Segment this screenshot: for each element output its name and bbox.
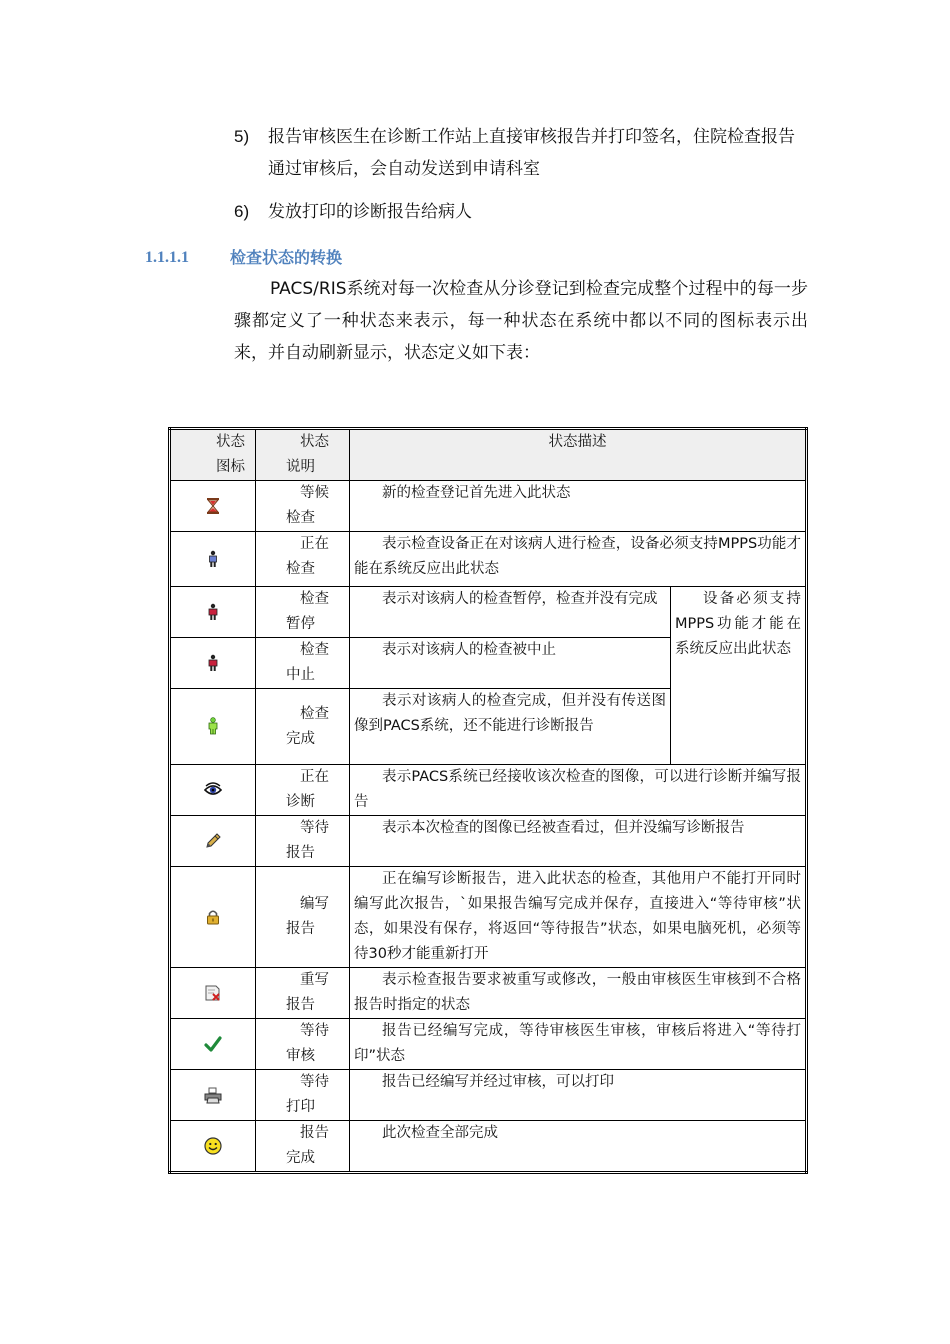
desc-cell: 此次检查全部完成 [350,1121,807,1173]
rewrite-icon [204,984,222,1002]
name-l1: 重写 [300,972,329,988]
icon-cell [170,532,256,587]
desc-cell: 表示对该病人的检查暂停，检查并没有完成 [350,587,671,638]
table-row [170,816,807,867]
icon-cell [170,638,256,689]
eye-icon [204,781,222,799]
name-l2: 完成 [286,730,315,747]
name-cell [256,867,350,968]
desc-cell: 新的检查登记首先进入此状态 [350,481,807,532]
desc-cell: 表示对该病人的检查被中止 [350,638,671,689]
icon-cell [170,1019,256,1070]
name-cell [256,689,350,765]
table-header-row [170,429,807,481]
name-l2: 报告 [286,845,315,861]
desc-cell: 表示检查设备正在对该病人进行检查，设备必须支持MPPS功能才能在系统反应出此状态 [350,532,807,587]
desc-cell: 表示本次检查的图像已经被查看过，但并没编写诊断报告 [350,816,807,867]
icon-cell [170,481,256,532]
name-l1: 报告 [300,1125,329,1141]
table-row [170,867,807,968]
table-row [170,1070,807,1121]
icon-cell [170,765,256,816]
table-row [170,765,807,816]
table-row [170,532,807,587]
icon-cell [170,1070,256,1121]
printer-icon [204,1086,222,1104]
name-l1: 等待 [300,820,329,836]
name-l1: 正在 [300,536,329,552]
name-cell [256,587,350,638]
table-row [170,1019,807,1070]
list-number: 6) [234,202,250,221]
list-text: 发放打印的诊断报告给病人 [268,202,472,222]
header-icon-cell [170,429,256,481]
name-l2: 完成 [286,1150,315,1166]
icon-cell [170,587,256,638]
name-cell [256,638,350,689]
person-blue-icon [204,550,222,568]
icon-cell [170,867,256,968]
name-l1: 等候 [300,485,329,501]
person-red-icon [204,654,222,672]
icon-cell [170,816,256,867]
table-row [170,587,807,638]
name-l1: 正在 [300,769,329,785]
name-l1: 检查 [300,591,329,607]
desc-cell: 表示PACS系统已经接收该次检查的图像，可以进行诊断并编写报告 [350,765,807,816]
smiley-icon [204,1137,222,1155]
header-icon-l2: 图标 [216,459,245,475]
icon-cell [170,968,256,1019]
list-number: 5) [234,127,250,146]
header-name-l2: 说明 [286,459,315,475]
list-text: 报告审核医生在诊断工作站上直接审核报告并打印签名，住院检查报告通过审核后，会自动发送到申请科室 [268,127,795,179]
header-name-l1: 状态 [300,434,329,450]
person-green-icon [204,717,222,735]
icon-cell [170,689,256,765]
icon-cell [170,1121,256,1173]
name-cell [256,1070,350,1121]
header-name-cell [256,429,350,481]
table-row [170,1121,807,1173]
header-icon-l1: 状态 [216,434,245,450]
status-table [168,427,808,1174]
name-l1: 编写 [300,896,329,912]
desc-cell: 表示对该病人的检查完成，但并没有传送图像到PACS系统，还不能进行诊断报告 [350,689,671,765]
name-cell [256,532,350,587]
heading-number: 1.1.1.1 [145,249,189,266]
person-red-icon [204,603,222,621]
table-row [170,968,807,1019]
name-cell [256,1019,350,1070]
name-l2: 审核 [286,1048,315,1064]
hourglass-icon [204,497,222,515]
name-l2: 检查 [286,510,315,526]
desc-cell: 报告已经编写完成，等待审核医生审核，审核后将进入“等待打印”状态 [350,1019,807,1070]
name-l1: 等待 [300,1074,329,1090]
name-l2: 报告 [286,921,315,937]
name-cell [256,968,350,1019]
desc-cell: 正在编写诊断报告，进入此状态的检查，其他用户不能打开同时编写此次报告，`如果报告编写完成并保存，直接进入“等待审核”状态，如果没有保存，将返回“等待报告”状态，如果电脑死机，必须等待30秒才能重新打开 [350,867,807,968]
name-cell [256,481,350,532]
desc-cell: 报告已经编写并经过审核，可以打印 [350,1070,807,1121]
name-cell [256,765,350,816]
name-l2: 报告 [286,997,315,1013]
name-l2: 打印 [286,1099,315,1115]
name-l1: 检查 [300,642,329,658]
table-row [170,481,807,532]
header-desc-cell: 状态描述 [350,429,807,481]
checkmark-icon [204,1035,222,1053]
name-l2: 检查 [286,561,315,577]
name-l2: 暂停 [286,616,315,632]
intro-paragraph: PACS/RIS系统对每一次检查从分诊登记到检查完成整个过程中的每一步骤都定义了一种状态来表示，每一种状态在系统中都以不同的图标表示出来，并自动刷新显示，状态定义如下表： [234,279,808,363]
lock-icon [204,908,222,926]
heading-title: 检查状态的转换 [230,248,343,267]
pencil-icon [204,832,222,850]
name-l1: 等待 [300,1023,329,1039]
name-l2: 诊断 [286,794,315,810]
name-l2: 中止 [286,667,315,683]
desc-cell: 表示检查报告要求被重写或修改，一般由审核医生审核到不合格报告时指定的状态 [350,968,807,1019]
name-cell [256,816,350,867]
mpps-note-cell: 设备必须支持MPPS功能才能在系统反应出此状态 [671,587,807,765]
name-l1: 检查 [300,705,329,722]
name-cell [256,1121,350,1173]
